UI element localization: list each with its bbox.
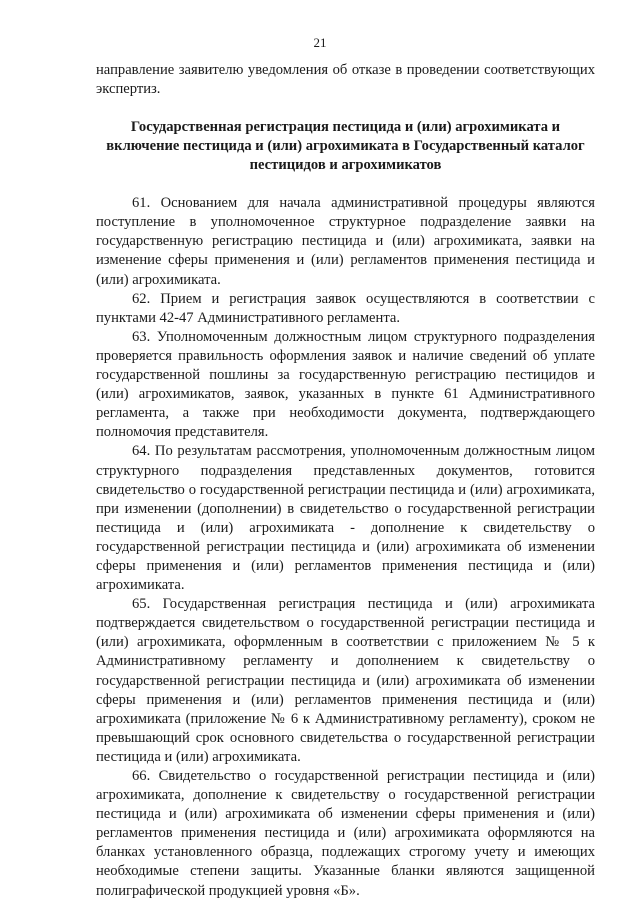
- paragraph-text: Государственная регистрация пестицида и (или) агрохимиката подтверждается свидетельством о государственной регистрации пестицида и (или) агрохимиката, оформленным в соответствии с приложением № 5 к Административному регламенту и дополнением к свидетельству о государственной регистрации пестицида и (или) агрохимиката об изменении сферы применения и (или) регламентов применения пестицида и (или) агрохимиката (приложение № 6 к Административному регламенту), сроком не превышающий срок основного свидетельства о государственной регистрации пестицида и (или) агрохимиката.: [96, 596, 595, 765]
- paragraph-64: [96, 442, 595, 595]
- paragraph-number: 64.: [132, 443, 151, 460]
- paragraph-text: По результатам рассмотрения, уполномоченным должностным лицом структурного подразделения представленных документов, готовится свидетельство о государственной регистрации пестицида и (или) агрохимиката, при изменении (дополнении) в свидетельство о государственной регистрации пестицида и (или) агрохимиката - дополнение к свидетельству о государственной регистрации пестицида и (или) агрохимиката об изменении сферы применения и (или) регламентов применения пестицида и (или) агрохимиката.: [96, 443, 595, 594]
- paragraph-number: 66.: [132, 768, 151, 784]
- intro-paragraph: направление заявителю уведомления об отказе в проведении соответствующих экспертиз.: [96, 62, 595, 98]
- page-number: 21: [313, 35, 327, 50]
- paragraph-66: [96, 767, 595, 901]
- paragraph-number: 63.: [132, 328, 151, 345]
- paragraph-number: 61.: [132, 195, 151, 212]
- paragraph-text: Свидетельство о государственной регистрации пестицида и (или) агрохимиката, дополнение к свидетельству о государственной регистрации пестицида и (или) агрохимиката об изменении сферы применения и (или) регламентов применения пестицида и (или) агрохимиката оформляются на бланках установленного образца, подлежащих строгому учету и имеющих необходимые степени защиты. Указанные бланки являются защищенной полиграфической продукцией уровня «Б».: [96, 768, 595, 899]
- paragraph-text: Уполномоченным должностным лицом структурного подразделения проверяется правильность оформления заявок и наличие сведений об уплате государственной пошлины за государственную регистрацию пестицидов и (или) агрохимикатов, заявок, указанных в пункте 61 Административного регламента, а также при необходимости документа, подтверждающего полномочия представителя.: [96, 328, 596, 441]
- paragraph-61: [96, 194, 595, 289]
- paragraph-text: Прием и регистрация заявок осуществляются в соответствии с пунктами 42-47 Административного регламента.: [96, 290, 595, 326]
- paragraph-63: [96, 328, 595, 443]
- document-body: [96, 61, 595, 901]
- paragraph-number: 65.: [132, 596, 151, 613]
- paragraph-65: [96, 595, 595, 767]
- paragraph-number: 62.: [132, 290, 151, 307]
- paragraph-text: Основанием для начала административной процедуры являются поступление в уполномоченное структурное подразделение заявки на государственную регистрацию пестицида и (или) агрохимиката, заявки на изменение сферы применения и (или) регламентов применения пестицида и (или) агрохимиката.: [96, 195, 595, 288]
- paragraph-62: [96, 290, 595, 328]
- section-heading: Государственная регистрация пестицида и (или) агрохимиката и включение пестицида и (или) агрохимиката в Государственный каталог пестицидов и агрохимикатов: [106, 119, 585, 174]
